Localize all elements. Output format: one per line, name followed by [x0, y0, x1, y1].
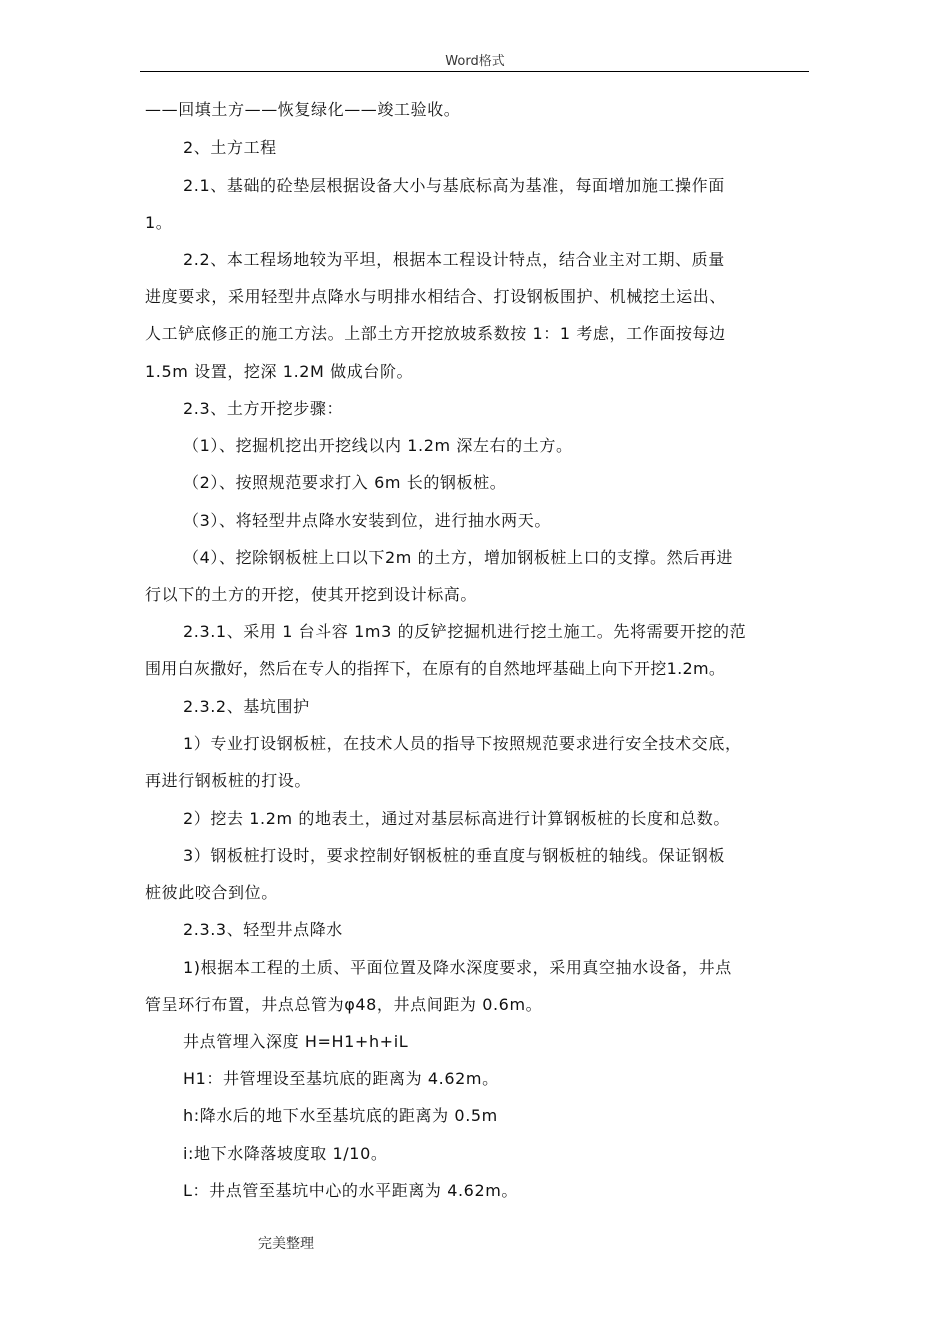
text-line: 人工铲底修正的施工方法。上部土方开挖放坡系数按 1：1 考虑，工作面按每边 — [145, 324, 726, 343]
text-line: L：井点管至基坑中心的水平距离为 4.62m。 — [183, 1181, 519, 1200]
text-line: 3）钢板桩打设时，要求控制好钢板桩的垂直度与钢板桩的轴线。保证钢板 — [183, 846, 725, 865]
text-line: 管呈环行布置，井点总管为φ48，井点间距为 0.6m。 — [145, 995, 543, 1014]
text-line: 1.5m 设置，挖深 1.2M 做成台阶。 — [145, 362, 414, 381]
text-line: 行以下的土方的开挖，使其开挖到设计标高。 — [145, 585, 478, 604]
text-line: H1：井管埋设至基坑底的距离为 4.62m。 — [183, 1069, 499, 1088]
text-line: 再进行钢板桩的打设。 — [145, 771, 312, 790]
text-line: 2）挖去 1.2m 的地表土，通过对基层标高进行计算钢板桩的长度和总数。 — [183, 809, 730, 828]
header-rule — [140, 71, 809, 72]
text-line: 1)根据本工程的土质、平面位置及降水深度要求，采用真空抽水设备，井点 — [183, 958, 732, 977]
text-line: 井点管埋入深度 H=H1+h+iL — [183, 1032, 409, 1051]
text-line: ——回填土方——恢复绿化——竣工验收。 — [145, 100, 461, 119]
page-footer: 完美整理 — [258, 1236, 314, 1252]
text-line: 进度要求，采用轻型井点降水与明排水相结合、打设钢板围护、机械挖土运出、 — [145, 287, 727, 306]
text-line: 2.2、本工程场地较为平坦，根据本工程设计特点，结合业主对工期、质量 — [183, 250, 725, 269]
text-line: （1）、挖掘机挖出开挖线以内 1.2m 深左右的土方。 — [183, 436, 573, 455]
text-line: （4）、挖除钢板桩上口以下2m 的土方，增加钢板桩上口的支撑。然后再进 — [183, 548, 734, 567]
text-line: 2.3.1、采用 1 台斗容 1m3 的反铲挖掘机进行挖土施工。先将需要开挖的范 — [183, 622, 747, 641]
text-line: （2）、按照规范要求打入 6m 长的钢板桩。 — [183, 473, 507, 492]
text-line: 桩彼此咬合到位。 — [145, 883, 278, 902]
text-line: 围用白灰撒好，然后在专人的指挥下，在原有的自然地坪基础上向下开挖1.2m。 — [145, 659, 726, 678]
text-line: 1）专业打设钢板桩，在技术人员的指导下按照规范要求进行安全技术交底， — [183, 734, 742, 753]
text-line: 2.1、基础的砼垫层根据设备大小与基底标高为基准，每面增加施工操作面 — [183, 176, 725, 195]
text-line: i:地下水降落坡度取 1/10。 — [183, 1144, 388, 1163]
text-line: 1。 — [145, 213, 173, 232]
text-line: 2.3.3、轻型井点降水 — [183, 920, 343, 939]
text-line: 2.3.2、基坑围护 — [183, 697, 310, 716]
text-line: h:降水后的地下水至基坑底的距离为 0.5m — [183, 1106, 498, 1125]
text-line: （3）、将轻型井点降水安装到位，进行抽水两天。 — [183, 511, 551, 530]
text-line: 2.3、土方开挖步骤： — [183, 399, 344, 418]
page-header: Word格式 — [445, 54, 505, 69]
text-line: 2、土方工程 — [183, 138, 277, 157]
